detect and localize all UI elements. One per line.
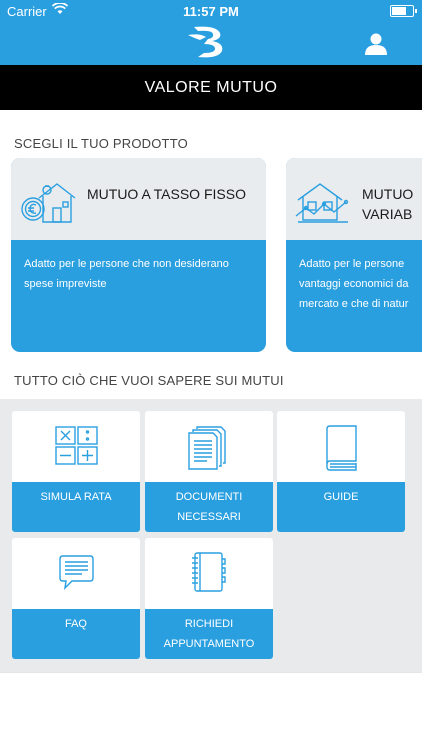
product-card-description (286, 240, 422, 314)
tile-label-line1: GUIDE (323, 491, 359, 503)
tile-label-line1: DOCUMENTI (175, 491, 243, 503)
product-card-header (11, 158, 266, 240)
tile-label-line1: RICHIEDI (184, 618, 234, 630)
description-line: Adatto per le persone (299, 258, 405, 270)
products-section-title: SCEGLI IL TUO PRODOTTO (14, 136, 188, 151)
tile-label (12, 609, 140, 659)
tile-label (145, 482, 273, 532)
product-card-title-line2: VARIAB (362, 206, 413, 222)
status-bar (0, 0, 422, 22)
description-line: mercato e che di natur (299, 298, 409, 310)
product-card-fixed-rate[interactable] (11, 158, 266, 352)
tile-label-line2: APPUNTAMENTO (163, 638, 255, 650)
tile-simula-rata[interactable] (12, 411, 140, 532)
product-card-title (362, 184, 413, 224)
product-card-description: Adatto per le persone che non desiderano spese impreviste (24, 258, 229, 290)
brand-logo-icon[interactable] (186, 25, 234, 59)
battery-icon (390, 5, 414, 17)
tile-label (145, 609, 273, 659)
product-card-title-line1: MUTUO (362, 186, 414, 202)
tile-richiedi-appuntamento[interactable] (145, 538, 273, 659)
notebook-icon (145, 538, 273, 609)
tile-label (12, 482, 140, 532)
user-icon[interactable] (364, 32, 388, 56)
chat-bubble-icon (12, 538, 140, 609)
calculator-icon (12, 411, 140, 482)
tile-label-line1: SIMULA RATA (40, 491, 112, 503)
tile-label (277, 482, 405, 532)
house-chart-icon (294, 180, 352, 224)
tile-label-line1: FAQ (64, 618, 87, 630)
tile-documenti-necessari[interactable] (145, 411, 273, 532)
carrier-label: Carrier (7, 4, 47, 19)
tile-faq[interactable] (12, 538, 140, 659)
bottom-divider (0, 672, 422, 673)
documents-icon (145, 411, 273, 482)
product-card-header (286, 158, 422, 240)
tile-guide[interactable] (277, 411, 405, 532)
book-icon (277, 411, 405, 482)
description-line: vantaggi economici da (299, 278, 409, 290)
product-card-title: MUTUO A TASSO FISSO (87, 186, 246, 202)
info-section-title: TUTTO CIÒ CHE VUOI SAPERE SUI MUTUI (14, 373, 284, 388)
clock: 11:57 PM (183, 4, 239, 19)
app-header (0, 0, 422, 65)
tile-label-line2: NECESSARI (177, 511, 241, 523)
euro-house-icon (19, 180, 77, 224)
page-title: VALORE MUTUO (0, 65, 422, 110)
product-card-variable-rate[interactable] (286, 158, 422, 352)
